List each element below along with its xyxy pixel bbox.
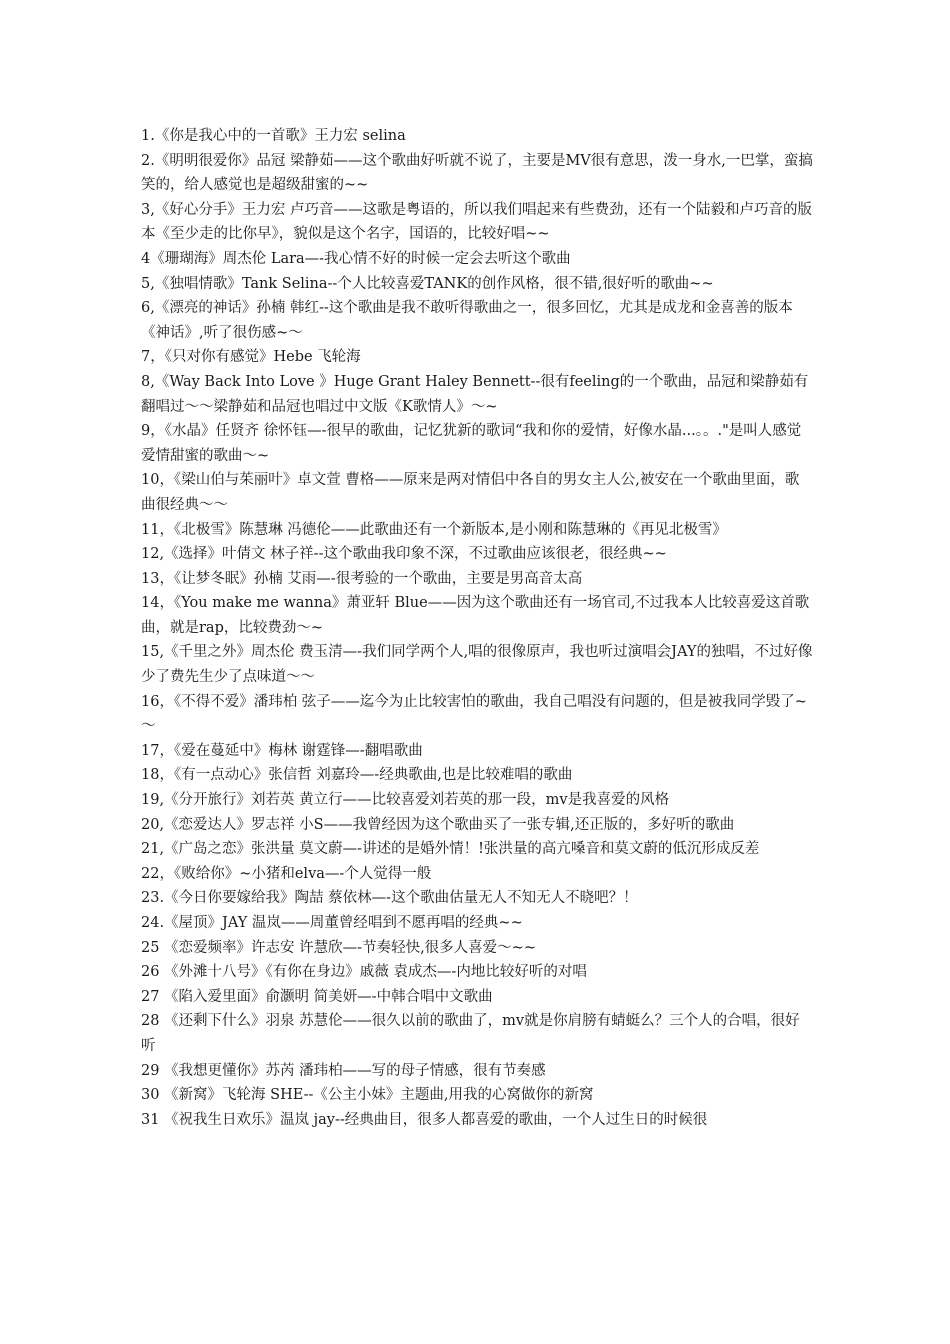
list-item: 20,《恋爱达人》罗志祥 小S——我曾经因为这个歌曲买了一张专辑,还正版的，多好听的歌曲 — [141, 816, 735, 833]
list-item: 30 《新窝》飞轮海 SHE--《公主小妹》主题曲,用我的心窝做你的新窝 — [141, 1087, 594, 1104]
list-item: 8,《Way Back Into Love 》Huge Grant Haley Bennett--很有feeling的一个歌曲，品冠和梁静茹有翻唱过～～梁静茹和品冠也唱过中文版《K歌情人》～~ — [141, 373, 809, 415]
list-item: 25 《恋爱频率》许志安 许慧欣—-节奏轻快,很多人喜爱～~~ — [141, 939, 536, 956]
list-item: 26 《外滩十八号》《有你在身边》戚薇 袁成杰—-内地比较好听的对唱 — [141, 964, 587, 981]
list-item: 11，《北极雪》陈慧琳 冯德伦——此歌曲还有一个新版本,是小刚和陈慧琳的《再见北极雪》 — [141, 521, 727, 538]
list-item: 15,《千里之外》周杰伦 费玉清—-我们同学两个人,唱的很像原声，我也听过演唱会JAY的独唱，不过好像少了费先生少了点味道～～ — [141, 644, 813, 686]
list-item: 4《珊瑚海》周杰伦 Lara—-我心情不好的时候一定会去听这个歌曲 — [141, 250, 571, 267]
list-item: 14，《You make me wanna》萧亚轩 Blue——因为这个歌曲还有一场官司,不过我本人比较喜爱这首歌曲，就是rap，比较费劲～~ — [141, 595, 810, 636]
list-item: 24.《屋顶》JAY 温岚——周董曾经唱到不愿再唱的经典~~ — [141, 915, 523, 931]
list-item: 12,《选择》叶倩文 林子祥--这个歌曲我印象不深，不过歌曲应该很老，很经典~~ — [141, 546, 667, 563]
list-item: 21,《广岛之恋》张洪量 莫文蔚—-讲述的是婚外情！!张洪量的高亢嗓音和莫文蔚的低沉形成反差 — [141, 841, 760, 858]
list-item: 6,《漂亮的神话》孙楠 韩红--这个歌曲是我不敢听得歌曲之一，很多回忆，尤其是成龙和金喜善的版本《神话》,听了很伤感~～ — [141, 300, 793, 341]
list-item: 27 《陷入爱里面》俞灏明 简美妍—-中韩合唱中文歌曲 — [141, 988, 493, 1005]
list-item: 17，《爱在蔓延中》梅林 谢霆锋—-翻唱歌曲 — [141, 742, 423, 759]
list-item: 16，《不得不爱》潘玮柏 弦子——迄今为止比较害怕的歌曲，我自己唱没有问题的，但是被我同学毁了~～ — [141, 693, 807, 735]
list-item: 23.《今日你要嫁给我》陶喆 蔡依林—-这个歌曲估量无人不知无人不晓吧？！ — [141, 890, 638, 907]
list-item: 5,《独唱情歌》Tank Selina--个人比较喜爱TANK的创作风格，很不错,很好听的歌曲~~ — [141, 275, 714, 292]
list-item: 7，《只对你有感觉》Hebe 飞轮海 — [141, 349, 361, 366]
list-item: 1.《你是我心中的一首歌》王力宏 selina — [141, 128, 406, 144]
list-item: 22，《败给你》~小猪和elva—-个人觉得一般 — [141, 865, 432, 882]
song-list — [141, 124, 813, 1132]
list-item: 31 《祝我生日欢乐》温岚 jay--经典曲目，很多人都喜爱的歌曲，一个人过生日的时候很 — [141, 1111, 708, 1128]
list-item: 18，《有一点动心》张信哲 刘嘉玲—-经典歌曲,也是比较难唱的歌曲 — [141, 767, 573, 784]
list-item: 9，《水晶》任贤齐 徐怀钰—-很早的歌曲，记忆犹新的歌词“我和你的爱情，好像水晶...。。."是叫人感觉爱情甜蜜的歌曲～~ — [141, 423, 802, 464]
list-item: 19,《分开旅行》刘若英 黄立行——比较喜爱刘若英的那一段，mv是我喜爱的风格 — [141, 792, 670, 809]
list-item: 29 《我想更懂你》苏芮 潘玮柏——写的母子情感，很有节奏感 — [141, 1062, 546, 1079]
list-item: 13，《让梦冬眠》孙楠 艾雨—-很考验的一个歌曲，主要是男高音太高 — [141, 570, 583, 587]
list-item: 10，《梁山伯与茱丽叶》卓文萱 曹格——原来是两对情侣中各自的男女主人公,被安在一个歌曲里面，歌曲很经典～～ — [141, 472, 800, 513]
list-item: 3,《好心分手》王力宏 卢巧音——这歌是粤语的，所以我们唱起来有些费劲，还有一个陆毅和卢巧音的版本《至少走的比你早》，貌似是这个名字，国语的，比较好唱~~ — [141, 201, 812, 243]
list-item: 28 《还剩下什么》羽泉 苏慧伦——很久以前的歌曲了，mv就是你肩膀有蜻蜓么？三个人的合唱，很好听 — [141, 1013, 800, 1054]
list-item: 2.《明明很爱你》品冠 梁静茹——这个歌曲好听就不说了，主要是MV很有意思，泼一身水,一巴掌，蛮搞笑的，给人感觉也是超级甜蜜的~~ — [141, 152, 813, 194]
